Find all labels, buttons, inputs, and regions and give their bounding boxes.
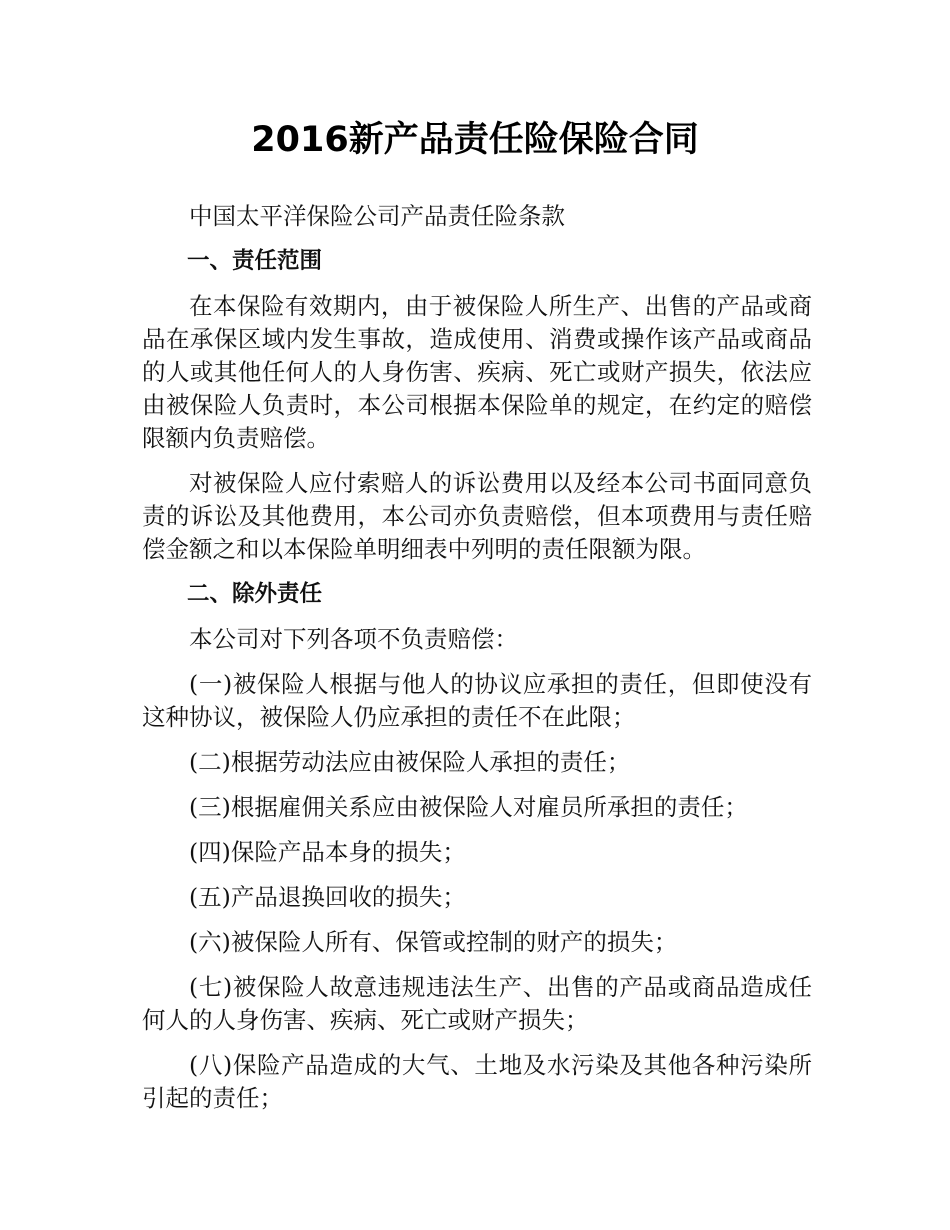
document-body: [142, 200, 812, 1127]
paragraph-liability-scope-2: 对被保险人应付索赔人的诉讼费用以及经本公司书面同意负责的诉讼及其他费用，本公司亦负责赔偿，但本项费用与责任赔偿金额之和以本保险单明细表中列明的责任限额为限。: [142, 469, 812, 563]
exclusions-intro: 本公司对下列各项不负责赔偿：: [189, 625, 518, 653]
exclusion-item: (六)被保险人所有、保管或控制的财产的损失；: [189, 928, 678, 956]
section-heading-exclusions: 二、除外责任: [187, 581, 323, 607]
exclusion-item: (八)保险产品造成的大气、土地及水污染及其他各种污染所引起的责任；: [142, 1051, 812, 1112]
paragraph-liability-scope-1: 在本保险有效期内，由于被保险人所生产、出售的产品或商品在承保区域内发生事故，造成使用、消费或操作该产品或商品的人或其他任何人的人身伤害、疾病、死亡或财产损失，依法应由被保险人负责时，本公司根据本保险单的规定，在约定的赔偿限额内负责赔偿。: [142, 292, 812, 452]
exclusion-item: (五)产品退换回收的损失；: [189, 883, 466, 911]
section-heading-liability-scope: 一、责任范围: [187, 248, 323, 274]
intro-line: 中国太平洋保险公司产品责任险条款: [189, 202, 565, 230]
exclusion-item: (三)根据雇佣关系应由被保险人对雇员所承担的责任；: [189, 793, 748, 821]
exclusion-item: (一)被保险人根据与他人的协议应承担的责任，但即使没有这种协议，被保险人仍应承担的责任不在此限；: [142, 670, 812, 731]
exclusion-item: (七)被保险人故意违规违法生产、出售的产品或商品造成任何人的人身伤害、疾病、死亡或财产损失；: [142, 973, 812, 1034]
document-title: 2016新产品责任险保险合同: [251, 120, 699, 160]
exclusion-item: (二)根据劳动法应由被保险人承担的责任；: [189, 748, 631, 776]
exclusion-item: (四)保险产品本身的损失；: [189, 838, 466, 866]
